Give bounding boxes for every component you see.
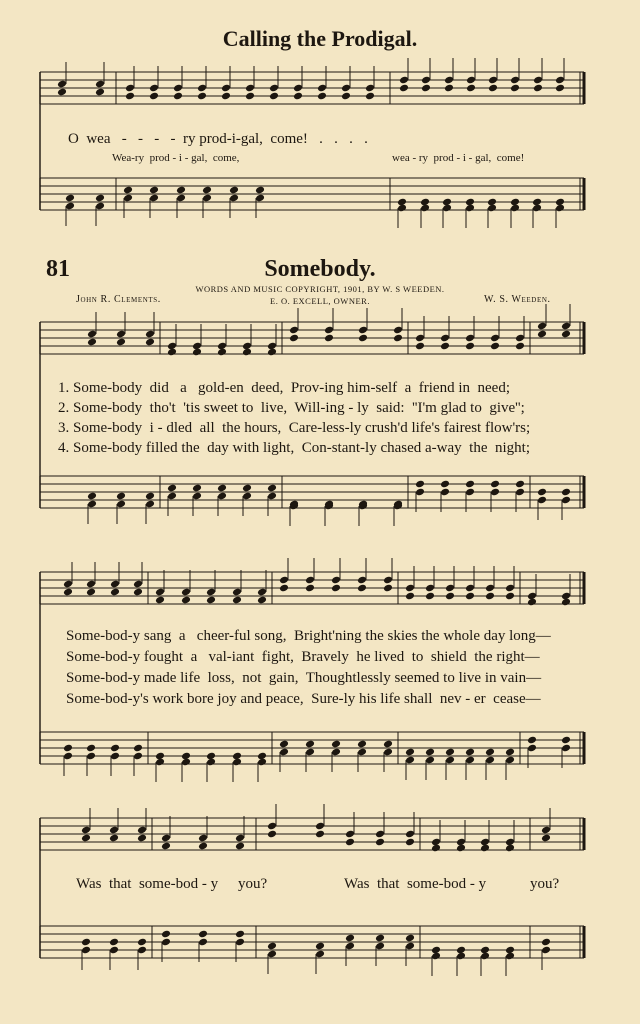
top-bass-note xyxy=(255,186,265,195)
top-treble-note xyxy=(57,88,67,97)
s1-treble-note xyxy=(267,348,277,357)
verse-line-2: 2. Some-body tho't 'tis sweet to live, Will-ing - ly said: ''I'm glad to give''; xyxy=(58,400,525,416)
lyric-top-main: O wea - - - - ry prod-i-gal, come! . . . . xyxy=(68,131,368,147)
lyric-top-echo-2: wea - ry prod - i - gal, come! xyxy=(392,152,525,164)
s2-bass-note xyxy=(305,740,315,749)
top-treble-note xyxy=(421,84,431,93)
s2-treble-note xyxy=(257,596,267,605)
refrain-lyric-2: you? xyxy=(238,876,268,892)
top-treble-note xyxy=(95,88,105,97)
top-treble-note xyxy=(149,92,159,101)
s2-treble-note xyxy=(63,588,73,597)
s3-treble-note xyxy=(267,830,277,839)
s2-bass-note xyxy=(561,736,571,745)
verse-part2-line-2: Some-bod-y fought a val-iant fight, Bravely he lived to shield the right— xyxy=(66,649,540,665)
s2-bass-note xyxy=(383,740,393,749)
verse-line-3: 3. Some-body i - dled all the hours, Care-less-ly crush'd life's fairest flow'rs; xyxy=(58,420,531,436)
s1-bass-note xyxy=(465,480,475,489)
copyright-line-2: E. O. EXCELL, OWNER. xyxy=(270,296,370,306)
s3-bass-note xyxy=(267,942,277,951)
s2-treble-note xyxy=(383,584,393,593)
s1-treble-note xyxy=(561,330,571,339)
s2-treble-note xyxy=(133,588,143,597)
s1-treble-note xyxy=(393,334,403,343)
s2-bass-note xyxy=(485,748,495,757)
s3-treble-note xyxy=(405,838,415,847)
s3-treble-note xyxy=(431,844,441,853)
top-bass-note xyxy=(123,186,133,195)
s1-treble-note xyxy=(537,330,547,339)
s1-treble-note xyxy=(515,342,525,351)
s1-bass-note xyxy=(561,488,571,497)
s2-treble-note xyxy=(181,596,191,605)
top-treble-note xyxy=(510,84,520,93)
s2-treble-note xyxy=(357,584,367,593)
s2-bass-note xyxy=(445,748,455,757)
top-treble-note xyxy=(245,92,255,101)
s1-bass-note xyxy=(217,484,227,493)
top-treble-note xyxy=(221,92,231,101)
verse-part2-line-4: Some-bod-y's work bore joy and peace, Sure-ly his life shall nev - er cease— xyxy=(66,691,541,707)
top-treble-note xyxy=(173,92,183,101)
top-treble-note xyxy=(555,84,565,93)
s3-treble-note xyxy=(315,830,325,839)
lyric-top-echo-1: Wea-ry prod - i - gal, come, xyxy=(112,152,240,164)
s3-bass-note xyxy=(161,930,171,939)
s1-treble-note xyxy=(217,348,227,357)
s2-bass-note xyxy=(133,744,143,753)
s2-treble-note xyxy=(425,592,435,601)
refrain-lyric-3: Was that some-bod - y xyxy=(344,876,487,892)
verse-line-4: 4. Some-body filled the day with light, Con-stant-ly chased a-way the night; xyxy=(58,440,530,456)
refrain-lyric-4: you? xyxy=(530,876,560,892)
top-bass-note xyxy=(149,186,159,195)
top-treble-note xyxy=(444,84,454,93)
top-bass-note xyxy=(202,186,212,195)
hymn-title-top: Calling the Prodigal. xyxy=(222,26,418,51)
s3-bass-note xyxy=(109,938,119,947)
s3-treble-note xyxy=(505,844,515,853)
refrain-lyric-1: Was that some-bod - y xyxy=(76,876,219,892)
top-treble-note xyxy=(317,92,327,101)
author-words: John R. Clements. xyxy=(76,294,161,305)
s1-treble-note xyxy=(87,338,97,347)
s2-treble-note xyxy=(485,592,495,601)
s1-treble-note xyxy=(145,338,155,347)
s2-treble-note xyxy=(405,592,415,601)
s3-bass-note xyxy=(375,934,385,943)
s2-treble-note xyxy=(110,588,120,597)
s1-treble-note xyxy=(242,348,252,357)
s3-treble-note xyxy=(480,844,490,853)
s3-bass-note xyxy=(405,934,415,943)
s2-bass-note xyxy=(110,744,120,753)
s3-treble-note xyxy=(345,838,355,847)
s1-treble-note xyxy=(167,348,177,357)
s3-treble-note xyxy=(137,834,147,843)
s3-treble-note xyxy=(375,838,385,847)
s2-treble-note xyxy=(331,584,341,593)
s2-treble-note xyxy=(279,584,289,593)
s2-treble-note xyxy=(86,588,96,597)
s3-bass-note xyxy=(315,942,325,951)
s1-treble-note xyxy=(192,348,202,357)
s2-bass-note xyxy=(405,748,415,757)
s1-treble-note xyxy=(440,342,450,351)
hymn-number: 81 xyxy=(46,256,70,282)
top-bass-note xyxy=(229,186,239,195)
s3-treble-note xyxy=(541,834,551,843)
hymn-title: Somebody. xyxy=(264,256,376,282)
s1-treble-note xyxy=(465,342,475,351)
s1-treble-note xyxy=(490,342,500,351)
s3-bass-note xyxy=(81,938,91,947)
s2-treble-note xyxy=(305,584,315,593)
s2-bass-note xyxy=(425,748,435,757)
top-treble-note xyxy=(293,92,303,101)
s2-bass-note xyxy=(86,744,96,753)
top-treble-note xyxy=(399,84,409,93)
s1-bass-note xyxy=(515,480,525,489)
top-treble-note xyxy=(466,84,476,93)
s3-treble-note xyxy=(109,834,119,843)
s3-treble-note xyxy=(198,842,208,851)
s1-bass-note xyxy=(116,492,126,501)
s1-bass-note xyxy=(490,480,500,489)
s2-treble-note xyxy=(465,592,475,601)
s3-bass-note xyxy=(541,938,551,947)
s3-treble-note xyxy=(235,842,245,851)
s2-treble-note xyxy=(527,598,537,607)
s1-bass-note xyxy=(267,484,277,493)
s1-bass-note xyxy=(192,484,202,493)
s2-treble-note xyxy=(232,596,242,605)
top-treble-note xyxy=(365,92,375,101)
top-bass-note xyxy=(65,194,75,203)
s2-bass-note xyxy=(63,744,73,753)
s1-bass-note xyxy=(415,480,425,489)
top-treble-note xyxy=(125,92,135,101)
author-music: W. S. Weeden. xyxy=(484,294,551,305)
verse-part2-line-1: Some-bod-y sang a cheer-ful song, Bright'ning the skies the whole day long— xyxy=(66,628,551,644)
s2-bass-note xyxy=(505,748,515,757)
copyright-line-1: WORDS AND MUSIC COPYRIGHT, 1901, BY W. S WEEDEN. xyxy=(195,284,445,294)
top-treble-note xyxy=(533,84,543,93)
s2-bass-note xyxy=(465,748,475,757)
s3-bass-note xyxy=(137,938,147,947)
s1-bass-note xyxy=(440,480,450,489)
s1-bass-note xyxy=(145,492,155,501)
s1-bass-note xyxy=(167,484,177,493)
top-treble-note xyxy=(488,84,498,93)
s1-bass-note xyxy=(87,492,97,501)
top-treble-note xyxy=(341,92,351,101)
s3-treble-note xyxy=(456,844,466,853)
s1-treble-note xyxy=(358,334,368,343)
s2-bass-note xyxy=(527,736,537,745)
s3-bass-note xyxy=(198,930,208,939)
verse-line-1: 1. Some-body did a gold-en deed, Prov-ing him-self a friend in need; xyxy=(58,380,510,396)
s3-bass-note xyxy=(235,930,245,939)
s2-bass-note xyxy=(357,740,367,749)
s1-treble-note xyxy=(116,338,126,347)
s1-treble-note xyxy=(289,334,299,343)
s2-treble-note xyxy=(155,596,165,605)
s3-treble-note xyxy=(161,842,171,851)
s2-bass-note xyxy=(331,740,341,749)
s2-bass-note xyxy=(279,740,289,749)
s1-bass-note xyxy=(242,484,252,493)
s2-treble-note xyxy=(561,598,571,607)
top-treble-note xyxy=(197,92,207,101)
s1-bass-note xyxy=(537,488,547,497)
top-bass-note xyxy=(176,186,186,195)
s1-treble-note xyxy=(415,342,425,351)
s2-treble-note xyxy=(445,592,455,601)
s2-treble-note xyxy=(206,596,216,605)
s1-treble-note xyxy=(324,334,334,343)
s2-treble-note xyxy=(505,592,515,601)
s3-treble-note xyxy=(81,834,91,843)
verse-part2-line-3: Some-bod-y made life loss, not gain, Thoughtlessly seemed to live in vain— xyxy=(66,670,542,686)
top-bass-note xyxy=(95,194,105,203)
s3-bass-note xyxy=(345,934,355,943)
top-treble-note xyxy=(269,92,279,101)
